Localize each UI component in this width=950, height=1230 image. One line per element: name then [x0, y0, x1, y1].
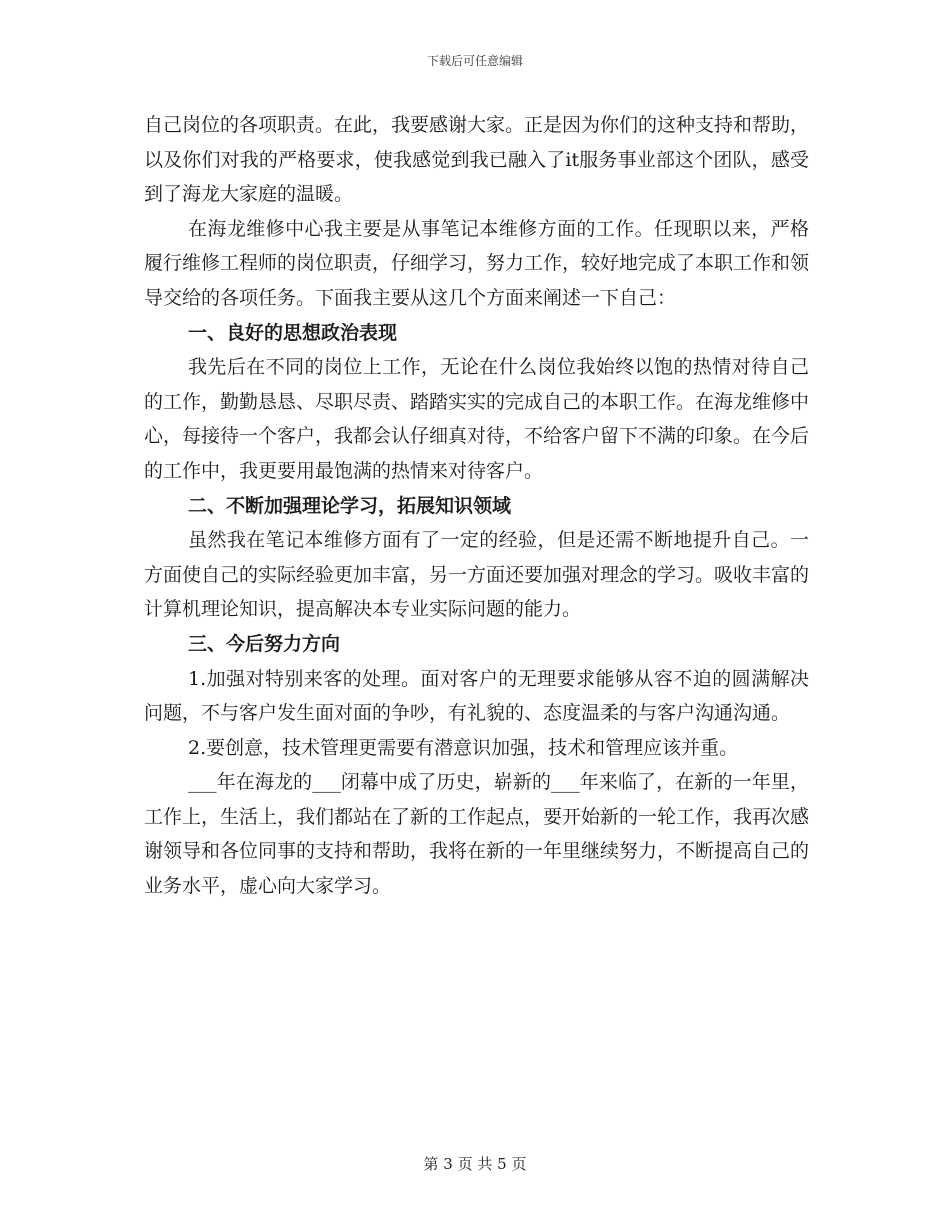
paragraph-item-1: 1.加强对特别来客的处理。面对客户的无理要求能够从容不迫的圆满解决问题，不与客户发生面对面的争吵，有礼貌的、态度温柔的与客户沟通沟通。 [144, 667, 809, 725]
paragraph-continuation: 自己岗位的各项职责。在此，我要感谢大家。正是因为你们的这种支持和帮助，以及你们对我的严格要求，使我感觉到我已融入了it服务事业部这个团队，感受到了海龙大家庭的温暖。 [144, 114, 810, 206]
paragraph-closing: ___年在海龙的___闭幕中成了历史，崭新的___年来临了，在新的一年里，工作上，生活上，我们都站在了新的工作起点，要开始新的一轮工作，我再次感谢领导和各位同事的支持和帮助，我将在新的一年里继续努力，不断提高自己的业务水平，虚心向大家学习。 [144, 771, 810, 898]
section-heading-2: 二、不断加强理论学习，拓展知识领域 [188, 494, 512, 517]
section-heading-3: 三、今后努力方向 [188, 632, 341, 655]
paragraph-section-2: 虽然我在笔记本维修方面有了一定的经验，但是还需不断地提升自己。一方面使自己的实际经验更加丰富，另一方面还要加强对理念的学习。吸收丰富的计算机理论知识，提高解决本专业实际问题的能力。 [144, 529, 810, 621]
page-header: 下载后可任意编辑 [426, 54, 523, 68]
paragraph-item-2: 2.要创意，技术管理更需要有潜意识加强，技术和管理应该并重。 [188, 736, 739, 759]
document-body [144, 108, 809, 904]
paragraph-section-1: 我先后在不同的岗位上工作，无论在什么岗位我始终以饱的热情对待自己的工作，勤勤恳恳、尽职尽责、踏踏实实的完成自己的本职工作。在海龙维修中心，每接待一个客户，我都会认仔细真对待，不给客户留下不满的印象。在今后的工作中，我更要用最饱满的热情来对待客户。 [144, 356, 810, 482]
page-footer: 第 3 页 共 5 页 [423, 1155, 527, 1173]
section-heading-1: 一、良好的思想政治表现 [188, 321, 398, 344]
paragraph-work-intro: 在海龙维修中心我主要是从事笔记本维修方面的工作。任现职以来，严格履行维修工程师的岗位职责，仔细学习，努力工作，较好地完成了本职工作和领导交给的各项任务。下面我主要从这几个方面来阐述一下自己： [144, 217, 810, 309]
